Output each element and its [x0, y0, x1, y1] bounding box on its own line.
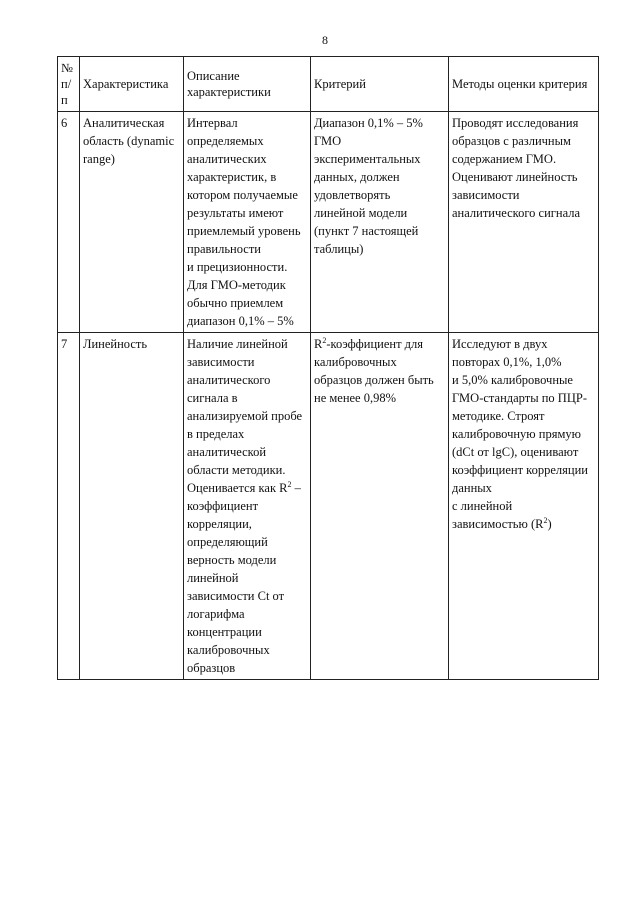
row-description: Интервал определяемых аналитических характеристик, в котором получаемые результаты имеют приемлемый уровень правильности и прецизионности. Для ГМО-методик обычно приемлем диапазон 0,1% – 5% — [184, 112, 311, 333]
header-methods: Методы оценки критерия — [449, 57, 599, 112]
superscript: 2 — [287, 479, 292, 489]
row-number: 6 — [58, 112, 80, 333]
header-characteristic: Характеристика — [80, 57, 184, 112]
page-number: 8 — [322, 33, 328, 47]
row-characteristic: Аналитическая область (dynamic range) — [80, 112, 184, 333]
table-header-row — [58, 57, 599, 112]
superscript: 2 — [543, 515, 548, 525]
characteristics-table — [57, 56, 599, 680]
header-number: № п/п — [58, 57, 80, 112]
description-text-part1: Наличие линейной зависимости аналитического сигнала в анализируемой пробе в пределах аналитической области методики. Оценивается как R — [187, 337, 303, 495]
header-description: Описание характеристики — [184, 57, 311, 112]
row-characteristic: Линейность — [80, 333, 184, 680]
row-criterion: Диапазон 0,1% – 5% ГМО экспериментальных данных, должен удовлетворять линейной модели (пункт 7 настоящей таблицы) — [311, 112, 449, 333]
row-methods — [449, 333, 599, 680]
table-row — [58, 112, 599, 333]
row-criterion — [311, 333, 449, 680]
methods-text-part1: Исследуют в двух повторах 0,1%, 1,0% и 5,0% калибровочные ГМО-стандарты по ПЦР- методике. Строят калибровочную прямую (dCt от lgC), оценивают коэффициент корреляции данных с линейной зависимостью (R — [452, 337, 588, 531]
methods-text-part2: ) — [547, 517, 552, 531]
superscript: 2 — [322, 335, 327, 345]
criterion-prefix: R — [314, 337, 323, 351]
row-number: 7 — [58, 333, 80, 680]
row-description — [184, 333, 311, 680]
header-criterion: Критерий — [311, 57, 449, 112]
table-row — [58, 333, 599, 680]
description-text-part2: – коэффициент корреляции, определяющий верность модели линейной зависимости Ct от логарифма концентрации калибровочных образцов — [187, 481, 301, 675]
row-methods: Проводят исследования образцов с различным содержанием ГМО. Оценивают линейность зависимости аналитического сигнала — [449, 112, 599, 333]
criterion-text: -коэффициент для калибровочных образцов должен быть не менее 0,98% — [314, 337, 434, 405]
